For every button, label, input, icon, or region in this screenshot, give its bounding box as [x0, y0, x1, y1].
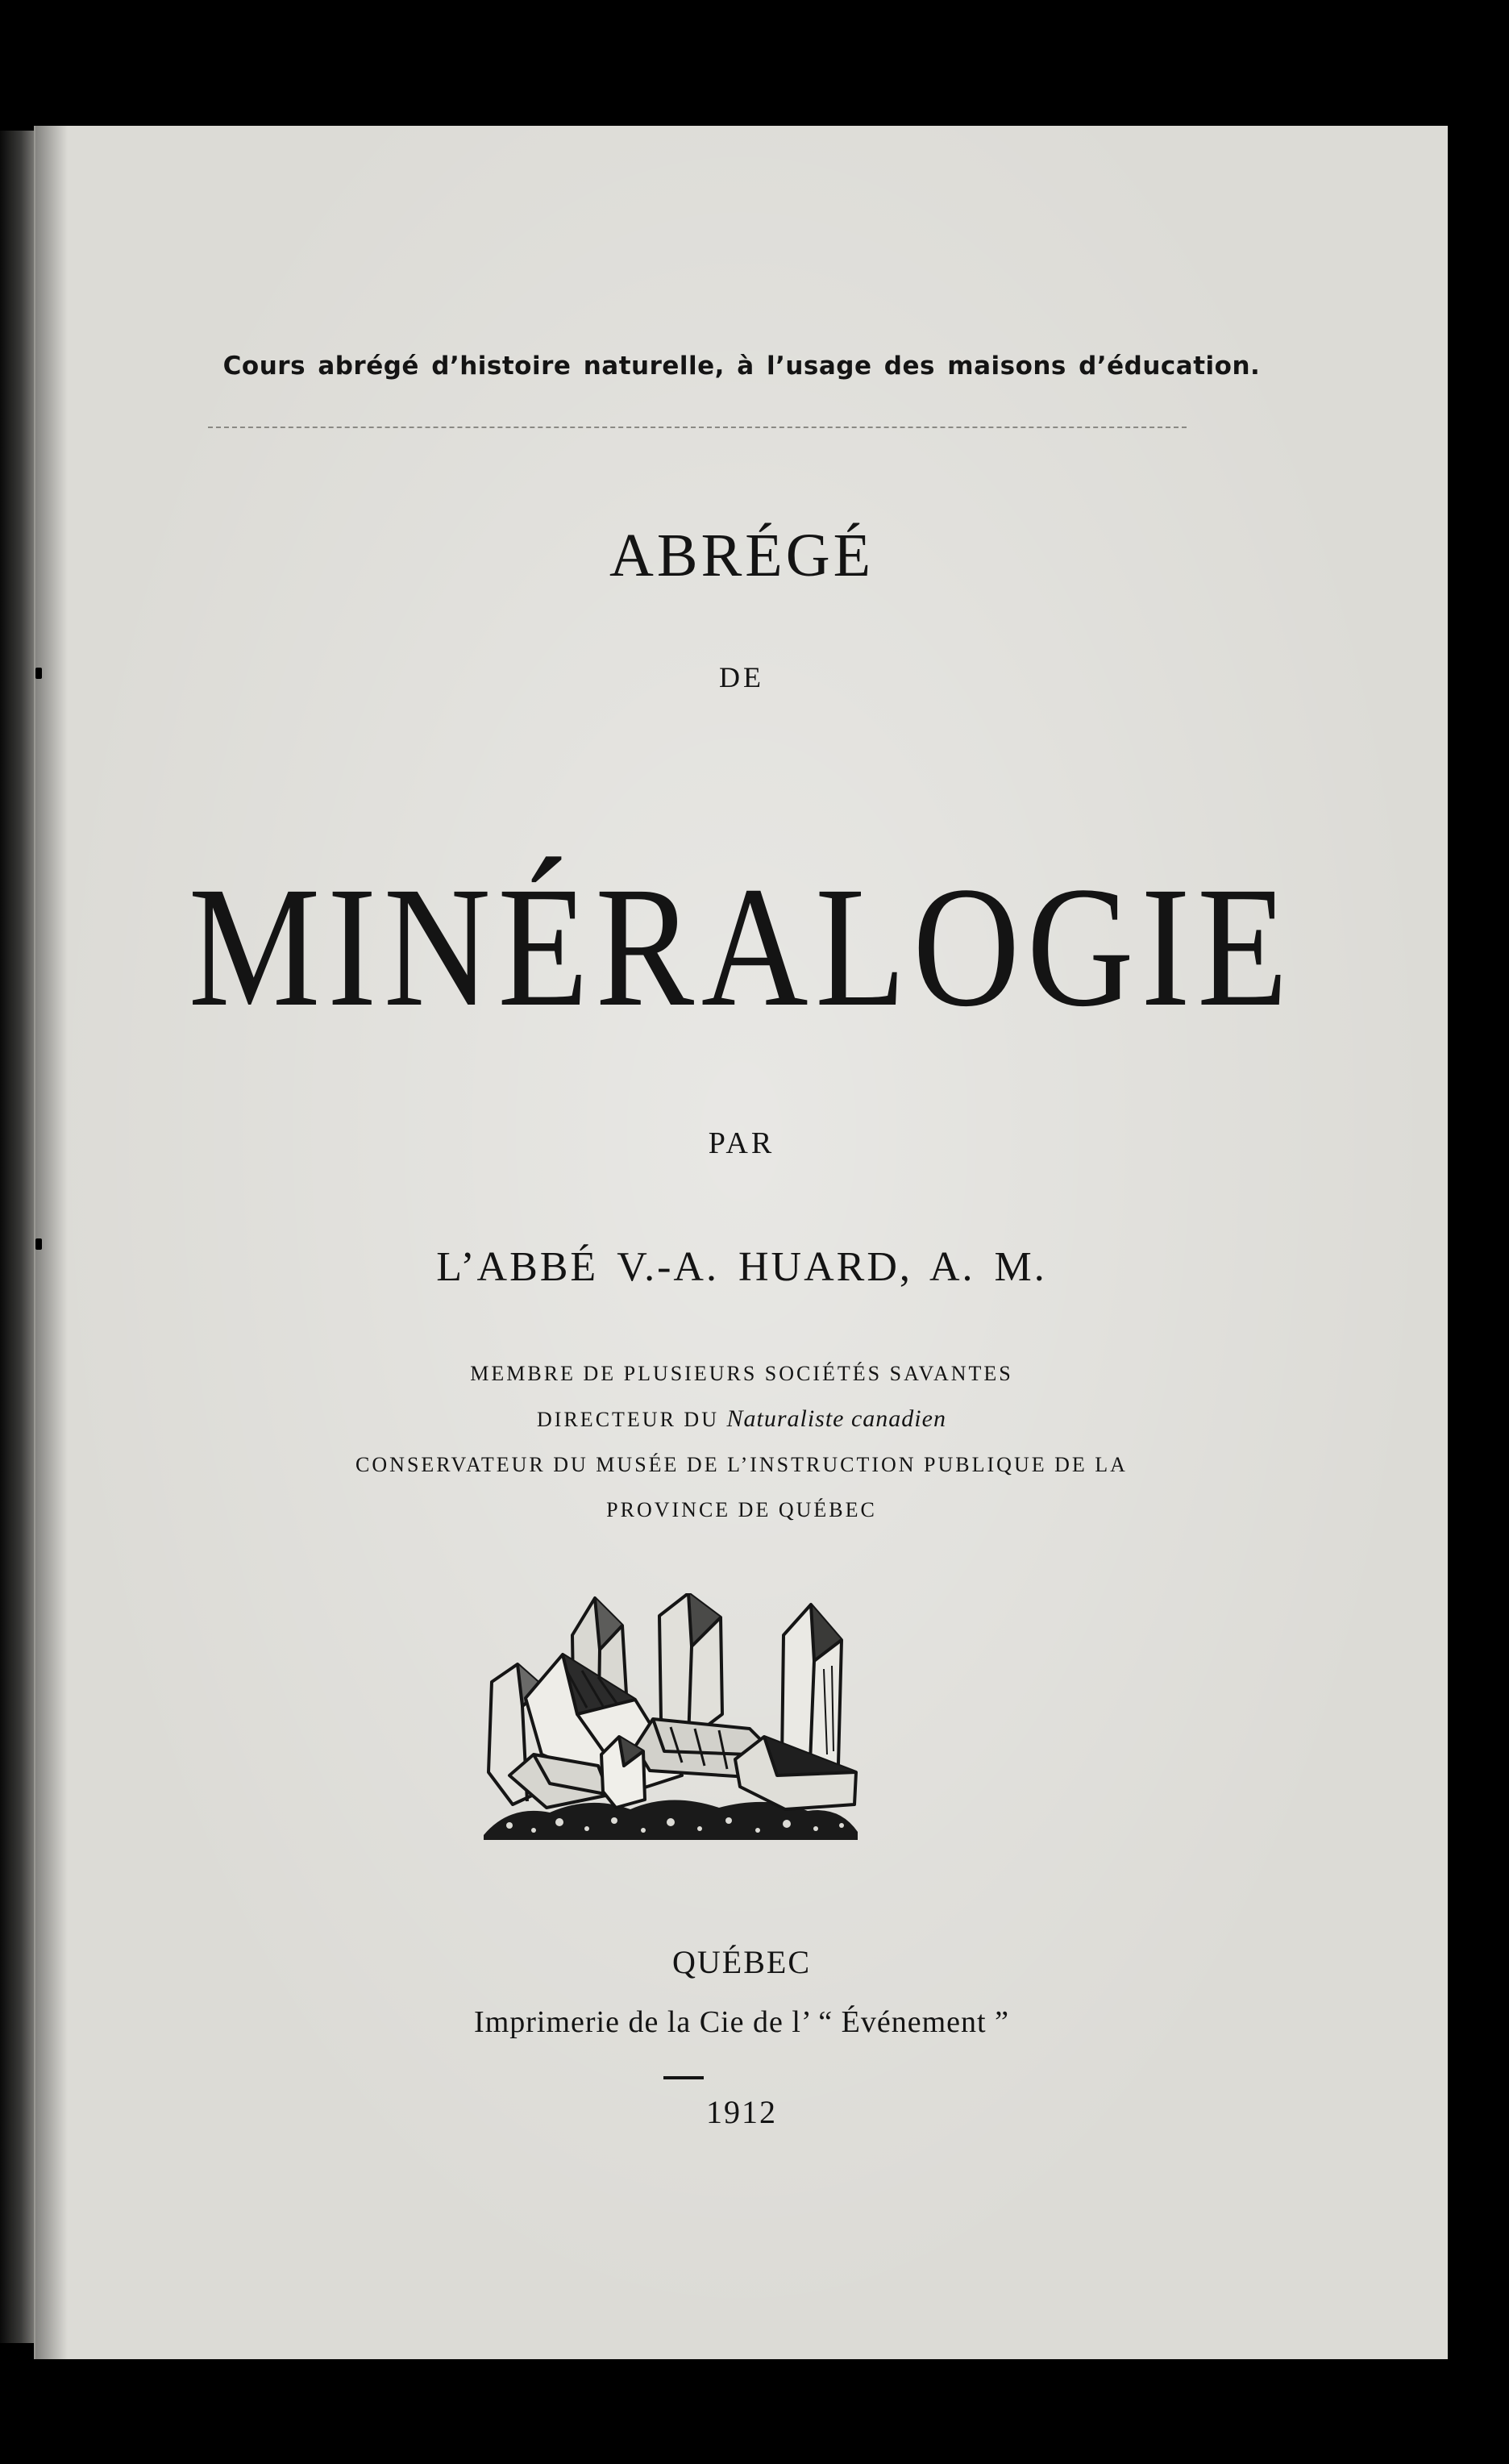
- title-page-content: [35, 126, 1448, 2359]
- title-page: [34, 126, 1448, 2359]
- imprint-year: 1912: [706, 2094, 777, 2130]
- author-name: L’ABBÉ V.-A. HUARD, A. M.: [436, 1244, 1047, 1290]
- journal-title: Naturaliste canadien: [726, 1405, 946, 1432]
- credential-prefix: DIRECTEUR DU: [537, 1408, 719, 1431]
- series-rule: [208, 427, 1187, 428]
- credential-line: [35, 1396, 1448, 1442]
- series-title: Cours abrégé d’histoire naturelle, à l’usage des maisons d’éducation.: [222, 352, 1261, 381]
- credential-line: CONSERVATEUR DU MUSÉE DE L’INSTRUCTION PUBLIQUE DE LA: [355, 1453, 1128, 1476]
- title-line-de: DE: [719, 661, 764, 693]
- imprint-printer: Imprimerie de la Cie de l’ “ Événement ”: [474, 2005, 1009, 2039]
- title-line-abrege: ABRÉGÉ: [609, 522, 874, 589]
- year-rule: [663, 2076, 704, 2079]
- credential-line: MEMBRE DE PLUSIEURS SOCIÉTÉS SAVANTES: [470, 1362, 1013, 1385]
- margin-speck: [35, 668, 42, 679]
- book-spine: [0, 131, 39, 2343]
- author-credentials: [35, 1351, 1448, 1533]
- main-title: MINÉRALOGIE: [188, 851, 1295, 1043]
- margin-speck: [35, 1238, 42, 1250]
- credential-line: PROVINCE DE QUÉBEC: [606, 1498, 877, 1521]
- imprint-place: QUÉBEC: [672, 1944, 811, 1980]
- crystal-cluster-vignette-icon: [477, 1593, 864, 1843]
- by-line: PAR: [708, 1126, 775, 1160]
